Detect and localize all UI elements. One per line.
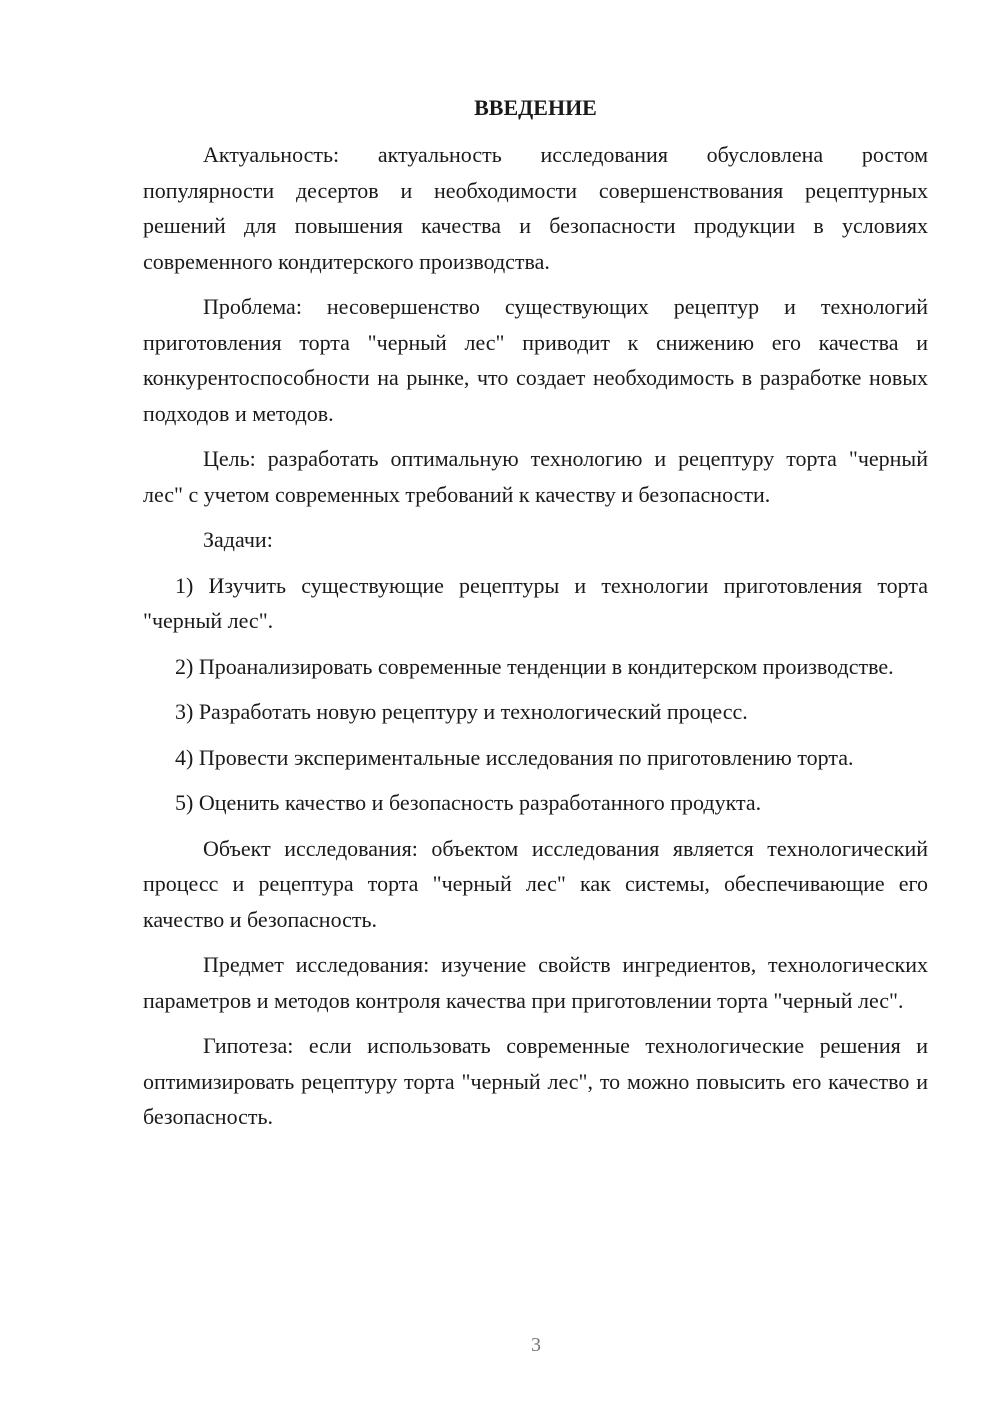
task-item: 5) Оценить качество и безопасность разработанного продукта. xyxy=(175,790,762,815)
paragraph-object: Объект исследования: объектом исследования является технологический процесс и рецептура торта "черный лес" как системы, обеспечивающие его качество и безопасность. xyxy=(143,835,928,932)
tasks-heading: Задачи: xyxy=(203,527,273,552)
paragraph-subject: Предмет исследования: изучение свойств ингредиентов, технологических параметров и методов контроля качества при приготовлении торта "черный лес". xyxy=(143,952,928,1013)
paragraph-relevance: Актуальность: актуальность исследования обусловлена ростом популярности десертов и необходимости совершенствования рецептурных решений для повышения качества и безопасности продукции в условиях современного кондитерского производства. xyxy=(143,142,928,274)
paragraph-hypothesis: Гипотеза: если использовать современные технологические решения и оптимизировать рецептуру торта "черный лес", то можно повысить его качество и безопасность. xyxy=(143,1033,928,1129)
document-page xyxy=(143,90,928,1145)
paragraph-goal: Цель: разработать оптимальную технологию и рецептуру торта "черный лес" с учетом современных требований к качеству и безопасности. xyxy=(143,446,928,507)
task-item: 1) Изучить существующие рецептуры и технологии приготовления торта "черный лес". xyxy=(143,572,928,633)
task-item: 3) Разработать новую рецептуру и технологический процесс. xyxy=(175,699,748,724)
section-title: ВВЕДЕНИЕ xyxy=(474,95,597,120)
page-number: 3 xyxy=(531,1334,541,1356)
task-item: 4) Провести экспериментальные исследования по приготовлению торта. xyxy=(175,744,854,770)
task-item: 2) Проанализировать современные тенденции в кондитерском производстве. xyxy=(175,653,894,679)
paragraph-problem: Проблема: несовершенство существующих рецептур и технологий приготовления торта "черный лес" приводит к снижению его качества и конкурентоспособности на рынке, что создает необходимость в разработке новых подходов и методов. xyxy=(143,294,928,426)
